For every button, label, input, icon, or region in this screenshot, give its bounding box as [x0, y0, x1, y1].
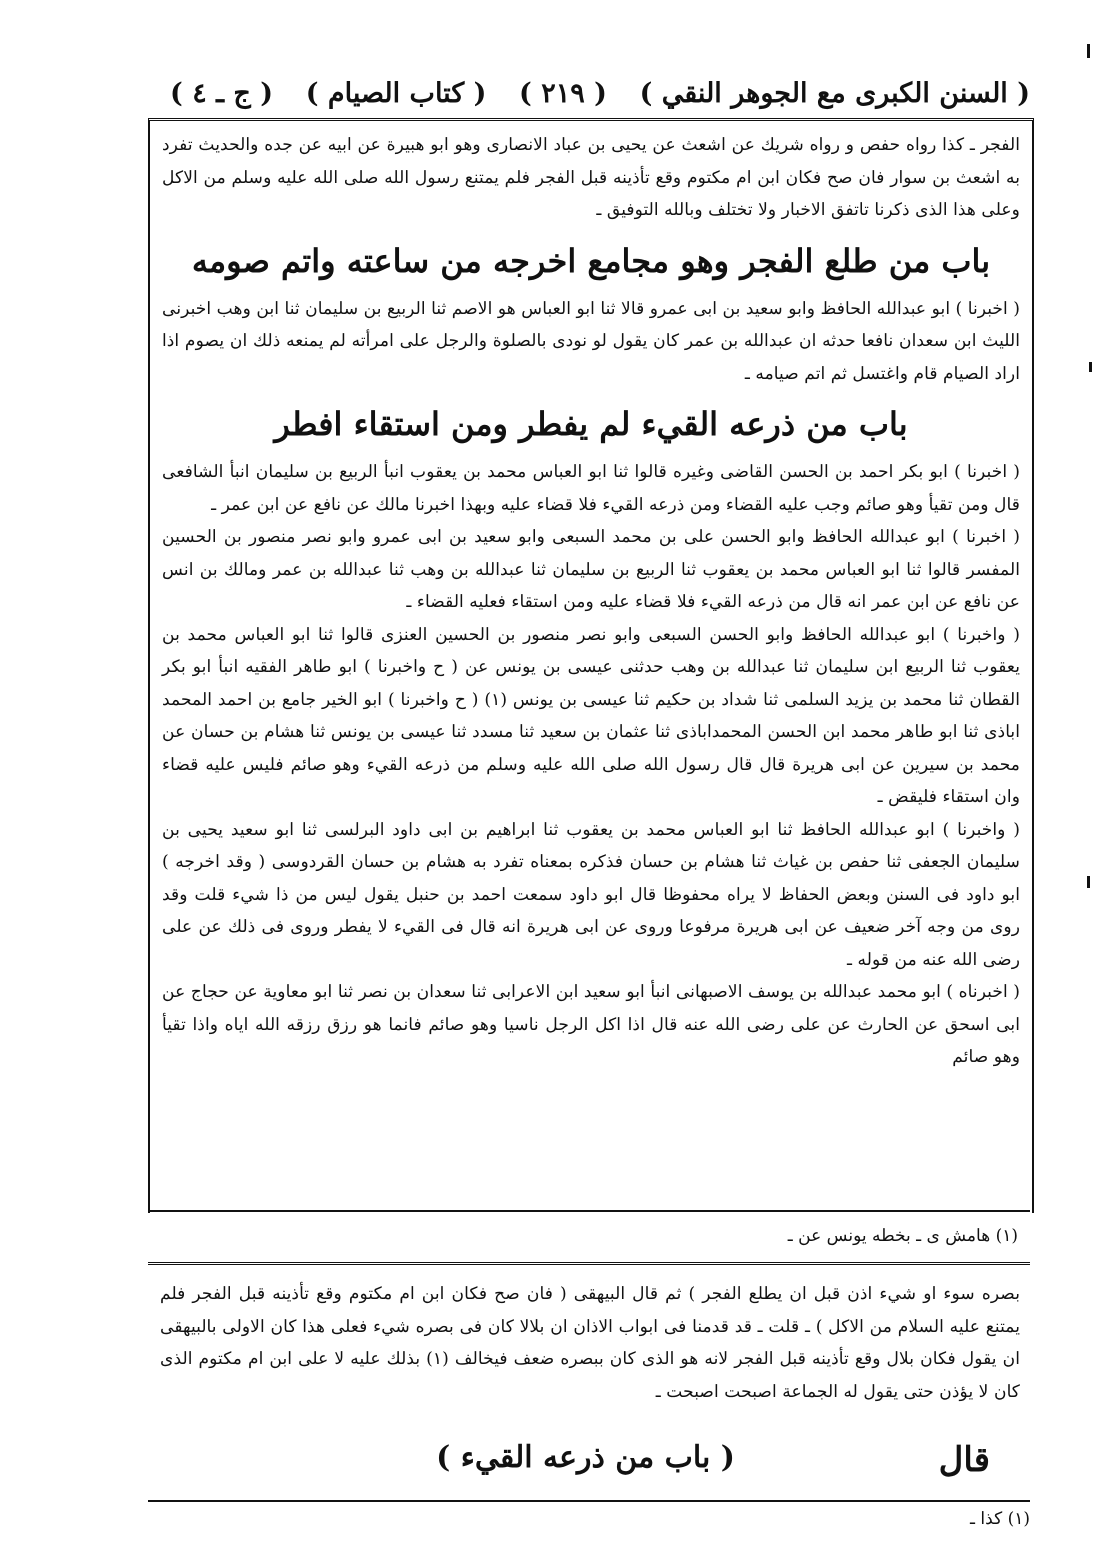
main-text: [150, 121, 1032, 1213]
bottom-footnote: (١) كذا ـ: [970, 1509, 1030, 1529]
paragraph-2: ( اخبرنا ) ابو عبدالله الحافظ وابو سعيد بن ابى عمرو قالا ثنا ابو العباس هو الاصم ثنا الربيع بن سليمان ثنا ابن وهب اخبرنى الليث ابن سعدان نافعا حدثه ان عبدالله بن عمر كان يقول لو نودى بالصلوة والرجل على امرأته لم يمنعه ذلك ان يصوم اذا اراد الصيام قام واغتسل ثم اتم صيامه ـ: [162, 298, 1020, 384]
paragraph-1: الفجر ـ كذا رواه حفص و رواه شريك عن اشعث عن يحيى بن عباد الانصارى وهو ابو هبيرة عن ابيه عن جده والحديث تفرد به اشعث بن سوار فان صح فكان ابن ام مكتوم وقع تأذينه قبل الفجر فلم يمتنع رسول الله صلى الله عليه وسلم من الاكل وعلى هذا الذى ذكرنا تاتفق الاخبار ولا تختلف وبالله التوفيق ـ: [162, 135, 1020, 220]
section-title-2: باب من ذرعه القيء لم يفطر ومن استقاء افطر: [274, 405, 908, 443]
paragraph-6: ( واخبرنا ) ابو عبدالله الحافظ ثنا ابو العباس محمد بن يعقوب ثنا ابراهيم بن ابى داود البرلسى ثنا ابو سعيد يحيى بن سليمان الجعفى ثنا حفص بن غياث ثنا هشام بن حسان فذكره بمعناه تفرد به هشام بن حسان القردوسى ( وقد اخرجه ) ابو داود فى السنن وبعض الحفاظ لا يراه محفوظا قال ابو داود سمعت احمد بن حنبل يقول ليس من ذا شيء قلت وقد روى من وجه آخر ضعيف عن ابى هريرة مرفوعا وروى عن ابى هريرة انه قال فى القيء لا يفطر وروى فى ذلك عن على رضى الله عنه من قوله ـ: [162, 819, 1020, 970]
paragraph-5: ( واخبرنا ) ابو عبدالله الحافظ وابو الحسن السبعى وابو نصر منصور بن الحسين العنزى قالوا ثنا ابو العباس محمد بن يعقوب ثنا الربيع ابن سليمان ثنا عبدالله بن وهب حدثنى عيسى بن يونس عن ( ح واخبرنا ) ابو طاهر الفقيه انبأ ابو بكر القطان ثنا محمد بن يزيد السلمى ثنا شداد بن حكيم ثنا عيسى بن يونس (١) ( ح واخبرنا ) ابو الخير جامع بن احمد المحمد اباذى ثنا ابو طاهر محمد ابن الحسن المحمداباذى ثنا عثمان بن سعيد ثنا مسدد ثنا عيسى بن يونس ثنا هشام بن حسان عن محمد بن سيرين عن ابى هريرة قال قال رسول الله صلى الله عليه وسلم من ذرعه القيء وهو صائم فليس عليه قضاء وان استقاء فليقض ـ: [162, 624, 1020, 807]
paragraph-3: ( اخبرنا ) ابو بكر احمد بن الحسن القاضى وغيره قالوا ثنا ابو العباس محمد بن يعقوب انبأ الربيع بن سليمان انبأ الشافعى قال ومن تقيأ وهو صائم وجب عليه القضاء ومن ذرعه القيء فلا قضاء عليه وبهذا اخبرنا مالك عن نافع عن ابن عمر ـ: [162, 462, 1020, 515]
paragraph-4: ( اخبرنا ) ابو عبدالله الحافظ وابو الحسن على بن محمد السبعى وابو سعيد بن ابى عمرو وابو نصر منصور بن الحسين المفسر قالوا ثنا ابو العباس محمد بن يعقوب ثنا الربيع بن سليمان ثنا عبدالله بن وهب ثنا عبدالله بن عمر ومالك بن انس عن نافع عن ابن عمر انه قال من ذرعه القيء فلا قضاء عليه ومن استقاء فعليه القضاء ـ: [162, 527, 1020, 612]
margin-mark-top: [1087, 44, 1090, 58]
paragraph-7: ( اخبرناه ) ابو محمد عبدالله بن يوسف الاصبهانى انبأ ابو سعيد ابن الاعرابى ثنا سعدان بن نصر ثنا ابو معاوية عن حجاج عن ابى اسحق عن الحارث عن على رضى الله عنه قال اذا اكل الرجل ناسيا وهو صائم فانما هو رزق رزقه الله اياه واذا تقيأ وهو صائم: [162, 982, 1020, 1067]
header-volume: ( ج ـ ٤ ): [170, 77, 274, 109]
commentary-qal: قال: [938, 1440, 990, 1480]
margin-mark-middle: [1089, 362, 1092, 372]
section-title-1: باب من طلع الفجر وهو مجامع اخرجه من ساعته واتم صومه: [191, 241, 991, 280]
margin-mark-lower: [1087, 876, 1090, 888]
bottom-divider: [148, 1500, 1030, 1502]
commentary-paragraph: بصره سوء او شيء اذن قبل ان يطلع الفجر ) ثم قال البيهقى ( فان صح فكان ابن ام مكتوم وقع تأذينه قبل الفجر فلم يمتنع عليه السلام من الاكل ) ـ قلت ـ قد قدمنا فى ابواب الاذان ان بلالا كان فى بصره شيء فعلى هذا كان الاولى بالبيهقى ان يقول فكان بلال وقع تأذينه قبل الفجر لانه هو الذى كان ببصره ضعف فيخالف (١) بذلك عليه لا على ابن ام مكتوم الذى كان لا يؤذن حتى يقول له الجماعة اصبحت اصبحت ـ: [160, 1284, 1020, 1402]
commentary-section-title: ( باب من ذرعه القيء ): [436, 1440, 735, 1475]
footnote: (١) هامش ى ـ بخطه يونس عن ـ: [787, 1226, 1018, 1246]
commentary-section: [160, 1278, 1020, 1408]
page-header: [170, 72, 1030, 114]
footnote-divider: [148, 1210, 1030, 1212]
header-page-number: ( ٢١٩ ): [519, 77, 607, 109]
main-text-frame: [148, 118, 1034, 1213]
commentary-divider: [148, 1262, 1030, 1265]
commentary-heading-row: [160, 1440, 1020, 1488]
header-book-title: ( السنن الكبرى مع الجوهر النقي ): [639, 77, 1030, 109]
header-chapter: ( كتاب الصيام ): [305, 77, 487, 109]
